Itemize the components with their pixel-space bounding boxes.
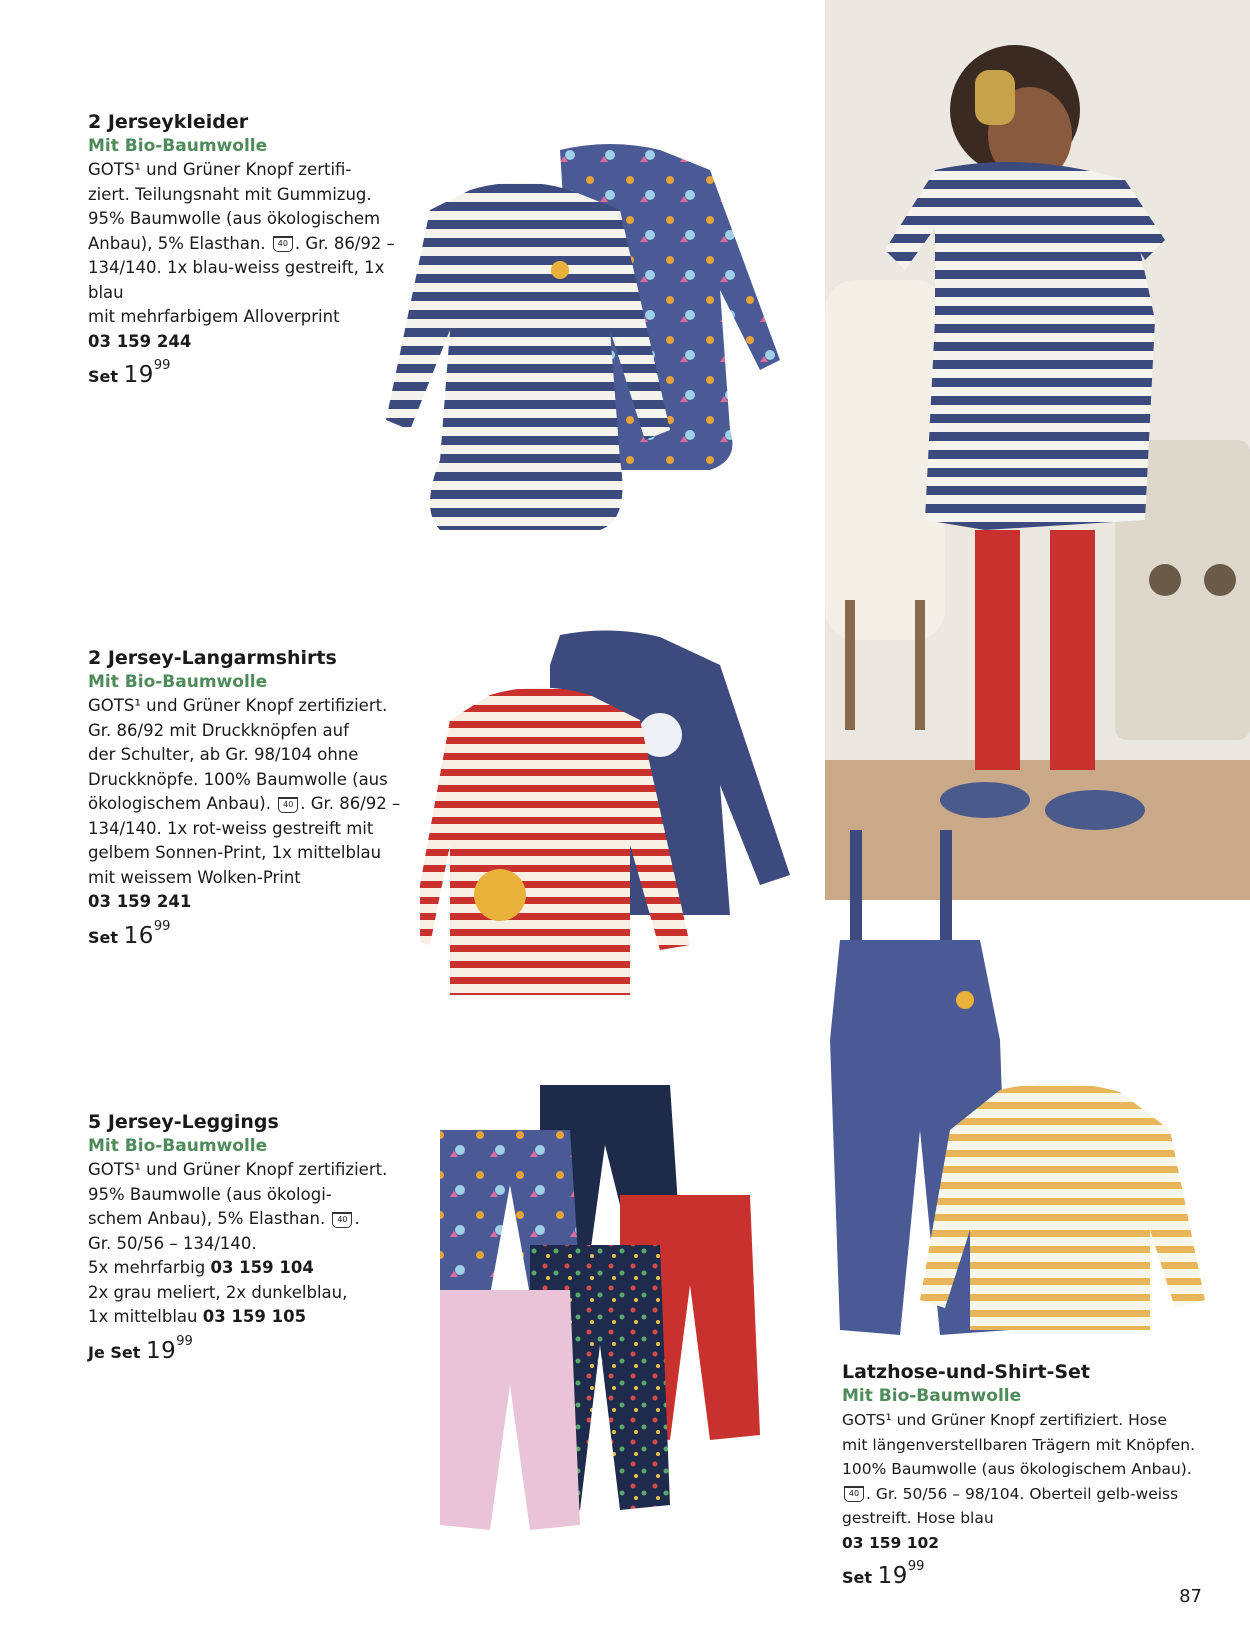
- product-subtitle: Mit Bio-Baumwolle: [88, 672, 268, 692]
- product-subtitle: Mit Bio-Baumwolle: [88, 136, 268, 156]
- price: Set $19^{99}$: [842, 1559, 925, 1589]
- child-photo: [825, 0, 1250, 900]
- product-description: GOTS¹ und Grüner Knopf zertifi- ziert. Teilungsnaht mit Gummizug. 95% Baumwolle (aus ökologischem Anbau), 5% Elasthan. 40 . Gr. 86/92 – 134/140. 1x blau-weiss gestreift, 1x blau mit mehrfarbigem Alloverprint 03 159 244: [88, 160, 395, 351]
- product-title: 5 Jersey-Leggings: [88, 1111, 279, 1133]
- product-subtitle: Mit Bio-Baumwolle: [842, 1386, 1022, 1406]
- product-title: Latzhose-und-Shirt-Set: [842, 1361, 1090, 1383]
- wash-40-icon: 40: [844, 1486, 864, 1502]
- product-title: 2 Jersey-Langarmshirts: [88, 647, 337, 669]
- article-number: 03 159 104: [210, 1258, 314, 1277]
- product-description: GOTS¹ und Grüner Knopf zertifiziert. Gr. 86/92 mit Druckknöpfen auf der Schulter, ab Gr. 98/104 ohne Druckknöpfe. 100% Baumwolle (aus ökologischem Anbau). 40 . Gr. 86/92 – 134/140. 1x rot-weiss gestreift mit gelbem Sonnen-Print, 1x mittelblau mit weissem Wolken-Print 03 159 241: [88, 696, 401, 911]
- product-langarmshirts: [88, 646, 418, 949]
- wash-40-icon: 40: [332, 1212, 352, 1228]
- article-number: 03 159 105: [202, 1307, 307, 1326]
- price: Je Set $19^{99}$: [88, 1333, 193, 1364]
- wash-40-icon: 40: [278, 797, 298, 813]
- product-subtitle: Mit Bio-Baumwolle: [88, 1136, 268, 1156]
- product-latzhose-set: [842, 1360, 1222, 1589]
- price: Set $19^{99}$: [88, 358, 171, 388]
- product-leggings: [88, 1110, 418, 1364]
- overalls-set-image: [830, 830, 1230, 1340]
- wash-40-icon: 40: [273, 236, 293, 252]
- article-number: 03 159 102: [842, 1533, 940, 1552]
- product-jerseykleider: [88, 110, 418, 388]
- price: Set $16^{99}$: [88, 918, 171, 949]
- article-number: 03 159 244: [88, 331, 192, 351]
- product-title: 2 Jerseykleider: [88, 111, 249, 133]
- product-description: GOTS¹ und Grüner Knopf zertifiziert. 95% Baumwolle (aus ökologi- schem Anbau), 5% Elasthan. 40 . Gr. 50/56 – 134/140. 5x mehrfarbig 03 159 104 2x grau meliert, 2x dunkelblau, 1x mittelblau 03 159 105: [88, 1160, 388, 1326]
- product-description: GOTS¹ und Grüner Knopf zertifiziert. Hose mit längenverstellbaren Trägern mit Knöpfen. 100% Baumwolle (aus ökologischem Anbau). 40 . Gr. 50/56 – 98/104. Oberteil gelb-weiss gestreift. Hose blau 03 159 102: [842, 1411, 1196, 1552]
- shirts-image: [420, 625, 795, 1005]
- dresses-image: [380, 130, 800, 550]
- page-number: 87: [1179, 1586, 1202, 1607]
- article-number: 03 159 241: [88, 892, 192, 911]
- leggings-image: [430, 1085, 770, 1545]
